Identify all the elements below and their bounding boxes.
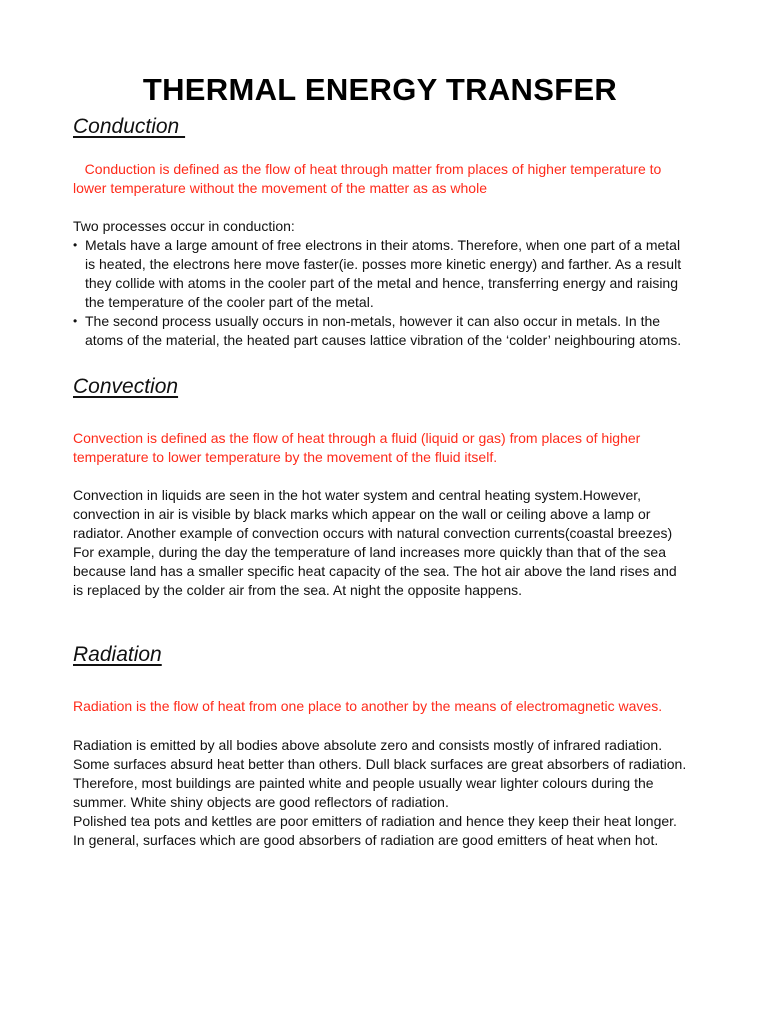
convection-body	[73, 486, 703, 600]
body-line: Therefore, most buildings are painted white and people usually wear lighter colours during the	[73, 775, 654, 791]
body-line: summer. White shiny objects are good reflectors of radiation.	[73, 794, 449, 810]
radiation-definition-line: Radiation is the flow of heat from one place to another by the means of electromagnetic waves.	[73, 698, 663, 714]
bullet-line: • Metals have a large amount of free electrons in their atoms. Therefore, when one part of a metal	[85, 237, 681, 253]
bullet-line: they collide with atoms in the cooler part of the metal and hence, transferring energy and raising	[85, 275, 678, 291]
conduction-definition-line: lower temperature without the movement of the matter as as whole	[73, 180, 487, 196]
radiation-definition	[73, 697, 703, 716]
convection-definition	[73, 429, 703, 467]
page-title: THERMAL ENERGY TRANSFER	[142, 72, 618, 107]
conduction-heading: Conduction	[73, 115, 186, 138]
list-item	[73, 236, 713, 312]
conduction-intro: Two processes occur in conduction:	[73, 218, 295, 234]
body-line: because land has a smaller specific heat capacity of the sea. The hot air above the land rises and	[73, 563, 677, 579]
body-line: Radiation is emitted by all bodies above absolute zero and consists mostly of infrared radiation.	[73, 737, 663, 753]
list-item	[73, 312, 713, 350]
convection-definition-line: Convection is defined as the flow of heat through a fluid (liquid or gas) from places of higher	[73, 430, 641, 446]
body-line: Convection in liquids are seen in the hot water system and central heating system.However,	[73, 487, 642, 503]
body-line: For example, during the day the temperature of land increases more quickly than that of the sea	[73, 544, 666, 560]
body-line: is replaced by the colder air from the sea. At night the opposite happens.	[73, 582, 523, 598]
body-line: Some surfaces absurd heat better than others. Dull black surfaces are great absorbers of radiation.	[73, 756, 687, 772]
radiation-heading: Radiation	[73, 643, 162, 666]
bullet-line: the temperature of the cooler part of the metal.	[85, 294, 374, 310]
bullet-line: atoms of the material, the heated part causes lattice vibration of the ‘colder’ neighbouring atoms.	[85, 332, 682, 348]
bullet-line: is heated, the electrons here move faster(ie. posses more kinetic energy) and farther. As a result	[85, 256, 682, 272]
conduction-definition	[73, 160, 703, 198]
conduction-definition-line: Conduction is defined as the flow of heat through matter from places of higher temperature to	[73, 161, 662, 177]
body-line: In general, surfaces which are good absorbers of radiation are good emitters of heat when hot.	[73, 832, 659, 848]
radiation-body	[73, 736, 703, 850]
conduction-process-list	[73, 236, 713, 350]
body-line: radiator. Another example of convection occurs with natural convection currents(coastal breezes)	[73, 525, 673, 541]
body-line: convection in air is visible by black marks which appear on the wall or ceiling above a lamp or	[73, 506, 651, 522]
convection-definition-line: temperature to lower temperature by the movement of the fluid itself.	[73, 449, 498, 465]
body-line: Polished tea pots and kettles are poor emitters of radiation and hence they keep their heat longer.	[73, 813, 677, 829]
convection-heading: Convection	[73, 375, 179, 398]
bullet-line: • The second process usually occurs in non-metals, however it can also occur in metals. In the	[85, 313, 661, 329]
